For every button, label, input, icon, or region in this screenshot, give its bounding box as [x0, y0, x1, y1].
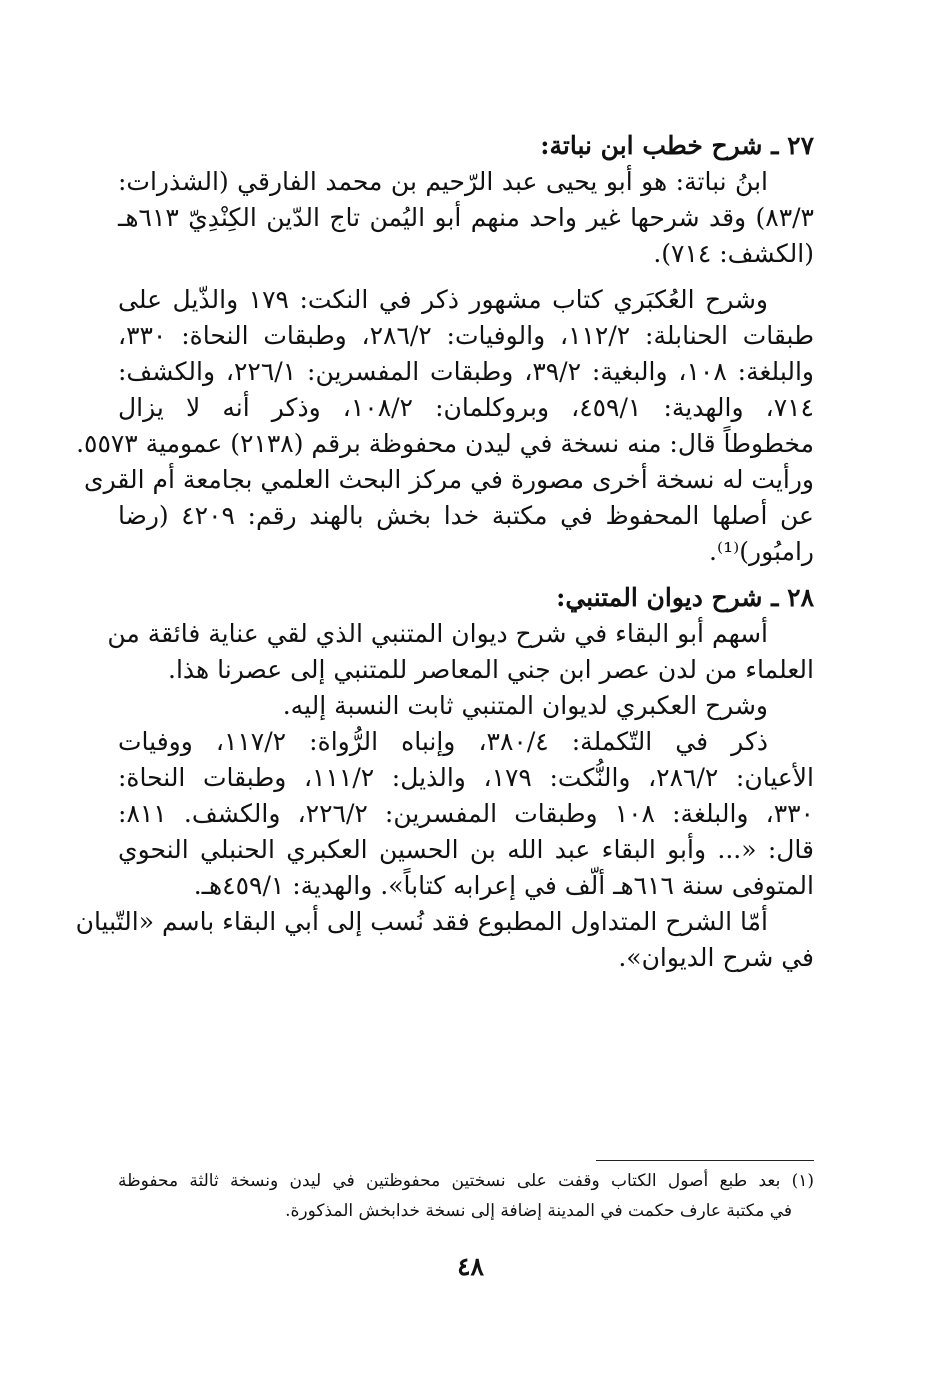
- section-28-heading: ٢٨ ـ شرح ديوان المتنبي:: [556, 583, 814, 612]
- text-line: عن أصلها المحفوظ في مكتبة خدا بخش بالهند رقم: ٤٢٠٩ (رضا: [118, 501, 814, 530]
- text-line: ٣٣٠، والبلغة: ١٠٨ وطبقات المفسرين: ٢٢٦/٢، والكشف. ٨١١:: [118, 799, 814, 828]
- text-line: طبقات الحنابلة: ١١٢/٢، والوفيات: ٢٨٦/٢، وطبقات النحاة: ٣٣٠،: [118, 321, 814, 350]
- main-text: [75, 128, 814, 976]
- text-line: الأعيان: ٢٨٦/٢، والنُّكت: ١٧٩، والذيل: ١١١/٢، وطبقات النحاة:: [118, 763, 814, 792]
- text-line: ورأيت له نسخة أخرى مصورة في مركز البحث العلمي بجامعة أم القرى: [84, 465, 814, 494]
- footnote-divider: [596, 1160, 814, 1161]
- text-line: ٧١٤، والهدية: ٤٥٩/١، وبروكلمان: ١٠٨/٢، وذكر أنه لا يزال: [118, 393, 814, 422]
- text-line: العلماء من لدن عصر ابن جني المعاصر للمتنبي إلى عصرنا هذا.: [168, 655, 814, 684]
- text-line: ذكر في التّكملة: ٣٨٠/٤، وإنباه الرُّواة: ١١٧/٢، ووفيات: [118, 727, 768, 756]
- text-line: قال: «... وأبو البقاء عبد الله بن الحسين العكبري الحنبلي النحوي: [118, 835, 814, 864]
- section-27-heading: ٢٧ ـ شرح خطب ابن نباتة:: [540, 131, 814, 160]
- footnote: [118, 1166, 814, 1226]
- text-line: رامبُور)⁽¹⁾.: [709, 537, 814, 566]
- text-line: والبلغة: ١٠٨، والبغية: ٣٩/٢، وطبقات المفسرين: ٢٢٦/١، والكشف:: [118, 357, 814, 386]
- page-number: ٤٨: [457, 1252, 484, 1281]
- text-line: أمّا الشرح المتداول المطبوع فقد نُسب إلى أبي البقاء باسم «التّبيان: [75, 907, 768, 936]
- text-line: أسهم أبو البقاء في شرح ديوان المتنبي الذي لقي عناية فائقة من: [107, 619, 768, 648]
- text-line: وشرح العُكبَري كتاب مشهور ذكر في النكت: ١٧٩ والذّيل على: [118, 285, 769, 314]
- footnote-line: (١) بعد طبع أصول الكتاب وقفت على نسختين محفوظتين في ليدن ونسخة ثالثة محفوظة: [118, 1171, 814, 1191]
- text-line: ابنُ نباتة: هو أبو يحيى عبد الرّحيم بن محمد الفارقي (الشذرات:: [118, 167, 768, 196]
- text-line: في شرح الديوان».: [618, 943, 814, 972]
- text-line: وشرح العكبري لديوان المتنبي ثابت النسبة إليه.: [282, 691, 768, 720]
- text-line: ٨٣/٣) وقد شرحها غير واحد منهم أبو اليُمن تاج الدّين الكِنْدِيّ ٦١٣هـ: [118, 203, 814, 232]
- text-line: مخطوطاً قال: منه نسخة في ليدن محفوظة برقم (٢١٣٨) عمومية ٥٥٧٣.: [76, 429, 814, 458]
- text-line: المتوفى سنة ٦١٦هـ ألّف في إعرابه كتاباً». والهدية: ٤٥٩/١هـ.: [193, 871, 814, 900]
- footnote-line: في مكتبة عارف حكمت في المدينة إضافة إلى نسخة خدابخش المذكورة.: [285, 1201, 792, 1221]
- text-line: (الكشف: ٧١٤).: [653, 239, 814, 268]
